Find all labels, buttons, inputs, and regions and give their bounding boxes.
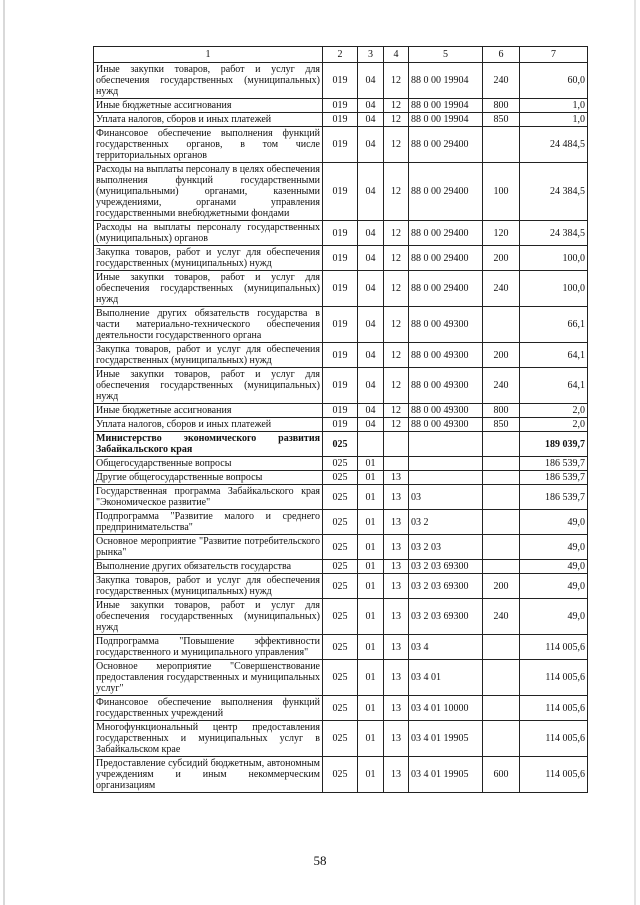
row-subsection-cell: 13 <box>384 635 409 660</box>
row-section-cell: 01 <box>358 457 384 471</box>
row-subsection-cell: 12 <box>384 343 409 368</box>
row-amount-cell: 64,1 <box>520 368 588 404</box>
row-expense-type-cell <box>483 510 520 535</box>
row-expense-type-cell <box>483 721 520 757</box>
table-row <box>94 163 588 221</box>
row-section-cell: 04 <box>358 113 384 127</box>
row-section-cell: 01 <box>358 635 384 660</box>
row-amount-cell: 24 384,5 <box>520 221 588 246</box>
row-expense-type-cell: 240 <box>483 63 520 99</box>
table-row <box>94 99 588 113</box>
table-row <box>94 113 588 127</box>
row-subsection-cell: 13 <box>384 599 409 635</box>
table-row <box>94 307 588 343</box>
row-subsection-cell <box>384 432 409 457</box>
row-grbs-cell: 019 <box>323 221 358 246</box>
table-row <box>94 404 588 418</box>
row-subsection-cell: 12 <box>384 418 409 432</box>
row-name-cell: Основное мероприятие "Совершенствование предоставления государственных и муниципальных услуг" <box>94 660 323 696</box>
row-subsection-cell: 13 <box>384 535 409 560</box>
row-target-article-cell: 88 0 00 49300 <box>409 418 483 432</box>
table-row <box>94 432 588 457</box>
row-amount-cell: 60,0 <box>520 63 588 99</box>
row-subsection-cell: 13 <box>384 485 409 510</box>
row-amount-cell: 49,0 <box>520 560 588 574</box>
budget-table <box>93 46 588 793</box>
table-row <box>94 485 588 510</box>
row-grbs-cell: 025 <box>323 485 358 510</box>
row-section-cell: 01 <box>358 471 384 485</box>
row-grbs-cell: 025 <box>323 510 358 535</box>
row-section-cell: 04 <box>358 99 384 113</box>
row-section-cell: 01 <box>358 757 384 793</box>
row-target-article-cell: 03 2 03 69300 <box>409 574 483 599</box>
row-name-cell: Уплата налогов, сборов и иных платежей <box>94 113 323 127</box>
row-subsection-cell: 13 <box>384 471 409 485</box>
row-name-cell: Выполнение других обязательств государства в части материально-технического обеспечения деятельности государственного органа <box>94 307 323 343</box>
row-section-cell: 04 <box>358 271 384 307</box>
row-name-cell: Финансовое обеспечение выполнения функций государственных учреждений <box>94 696 323 721</box>
row-amount-cell: 114 005,6 <box>520 757 588 793</box>
column-header: 5 <box>409 47 483 63</box>
row-grbs-cell: 025 <box>323 599 358 635</box>
row-expense-type-cell: 240 <box>483 271 520 307</box>
row-name-cell: Иные закупки товаров, работ и услуг для обеспечения государственных (муниципальных) нужд <box>94 271 323 307</box>
row-subsection-cell: 12 <box>384 163 409 221</box>
row-target-article-cell: 03 4 01 10000 <box>409 696 483 721</box>
row-grbs-cell: 019 <box>323 368 358 404</box>
row-expense-type-cell: 200 <box>483 246 520 271</box>
row-grbs-cell: 025 <box>323 721 358 757</box>
row-expense-type-cell <box>483 127 520 163</box>
row-grbs-cell: 019 <box>323 113 358 127</box>
row-grbs-cell: 019 <box>323 246 358 271</box>
row-grbs-cell: 025 <box>323 757 358 793</box>
table-row <box>94 510 588 535</box>
row-target-article-cell <box>409 457 483 471</box>
column-header: 1 <box>94 47 323 63</box>
row-target-article-cell: 88 0 00 29400 <box>409 271 483 307</box>
column-header: 7 <box>520 47 588 63</box>
row-target-article-cell: 03 4 01 19905 <box>409 757 483 793</box>
row-amount-cell: 1,0 <box>520 99 588 113</box>
row-name-cell: Выполнение других обязательств государства <box>94 560 323 574</box>
row-expense-type-cell: 200 <box>483 343 520 368</box>
row-expense-type-cell <box>483 485 520 510</box>
table-row <box>94 574 588 599</box>
row-name-cell: Государственная программа Забайкальского края "Экономическое развитие" <box>94 485 323 510</box>
row-target-article-cell: 88 0 00 49300 <box>409 307 483 343</box>
row-section-cell: 04 <box>358 307 384 343</box>
row-section-cell: 04 <box>358 221 384 246</box>
row-name-cell: Закупка товаров, работ и услуг для обеспечения государственных (муниципальных) нужд <box>94 574 323 599</box>
row-expense-type-cell: 240 <box>483 599 520 635</box>
row-target-article-cell: 03 2 03 69300 <box>409 560 483 574</box>
row-name-cell: Подпрограмма "Повышение эффективности государственного и муниципального управления" <box>94 635 323 660</box>
table-row <box>94 535 588 560</box>
table-row <box>94 457 588 471</box>
row-name-cell: Расходы на выплаты персоналу в целях обеспечения выполнения функций государственными (муниципальными) органами, казенными учреждениями, органами управления государственными внебюджетными фондами <box>94 163 323 221</box>
row-name-cell: Закупка товаров, работ и услуг для обеспечения государственных (муниципальных) нужд <box>94 343 323 368</box>
row-subsection-cell: 12 <box>384 404 409 418</box>
row-amount-cell: 2,0 <box>520 418 588 432</box>
row-target-article-cell: 88 0 00 49300 <box>409 368 483 404</box>
row-expense-type-cell <box>483 432 520 457</box>
row-name-cell: Финансовое обеспечение выполнения функций государственных органов, в том числе территориальных органов <box>94 127 323 163</box>
row-section-cell: 04 <box>358 63 384 99</box>
row-grbs-cell: 025 <box>323 635 358 660</box>
page-edge-left <box>3 0 5 905</box>
row-target-article-cell: 88 0 00 19904 <box>409 99 483 113</box>
row-amount-cell: 114 005,6 <box>520 721 588 757</box>
row-amount-cell: 186 539,7 <box>520 471 588 485</box>
row-expense-type-cell: 850 <box>483 418 520 432</box>
row-name-cell: Иные закупки товаров, работ и услуг для обеспечения государственных (муниципальных) нужд <box>94 368 323 404</box>
table-row <box>94 246 588 271</box>
row-section-cell: 04 <box>358 163 384 221</box>
row-name-cell: Иные закупки товаров, работ и услуг для обеспечения государственных (муниципальных) нужд <box>94 63 323 99</box>
row-grbs-cell: 019 <box>323 271 358 307</box>
column-header: 6 <box>483 47 520 63</box>
row-grbs-cell: 019 <box>323 343 358 368</box>
row-grbs-cell: 025 <box>323 535 358 560</box>
row-grbs-cell: 019 <box>323 99 358 113</box>
row-expense-type-cell: 600 <box>483 757 520 793</box>
row-grbs-cell: 019 <box>323 163 358 221</box>
row-name-cell: Предоставление субсидий бюджетным, автономным учреждениям и иным некоммерческим организациям <box>94 757 323 793</box>
row-amount-cell: 100,0 <box>520 246 588 271</box>
column-header: 3 <box>358 47 384 63</box>
row-target-article-cell: 03 4 <box>409 635 483 660</box>
row-subsection-cell: 12 <box>384 307 409 343</box>
table-row <box>94 696 588 721</box>
table-row <box>94 63 588 99</box>
row-amount-cell: 24 384,5 <box>520 163 588 221</box>
row-target-article-cell <box>409 471 483 485</box>
column-header: 2 <box>323 47 358 63</box>
row-subsection-cell: 12 <box>384 246 409 271</box>
row-section-cell: 04 <box>358 404 384 418</box>
row-amount-cell: 186 539,7 <box>520 457 588 471</box>
row-grbs-cell: 025 <box>323 432 358 457</box>
row-subsection-cell: 12 <box>384 113 409 127</box>
row-subsection-cell: 12 <box>384 221 409 246</box>
row-amount-cell: 66,1 <box>520 307 588 343</box>
row-section-cell: 01 <box>358 599 384 635</box>
row-name-cell: Другие общегосударственные вопросы <box>94 471 323 485</box>
row-name-cell: Многофункциональный центр предоставления государственных и муниципальных услуг в Забайкальском крае <box>94 721 323 757</box>
row-grbs-cell: 025 <box>323 696 358 721</box>
row-grbs-cell: 019 <box>323 404 358 418</box>
row-expense-type-cell: 240 <box>483 368 520 404</box>
row-expense-type-cell <box>483 457 520 471</box>
row-expense-type-cell <box>483 535 520 560</box>
row-target-article-cell: 88 0 00 19904 <box>409 113 483 127</box>
row-target-article-cell: 03 <box>409 485 483 510</box>
row-amount-cell: 49,0 <box>520 599 588 635</box>
row-target-article-cell: 03 2 <box>409 510 483 535</box>
row-section-cell: 04 <box>358 127 384 163</box>
table-row <box>94 127 588 163</box>
row-section-cell: 04 <box>358 246 384 271</box>
row-name-cell: Закупка товаров, работ и услуг для обеспечения государственных (муниципальных) нужд <box>94 246 323 271</box>
row-section-cell: 01 <box>358 535 384 560</box>
row-amount-cell: 114 005,6 <box>520 696 588 721</box>
row-section-cell: 01 <box>358 696 384 721</box>
row-subsection-cell: 12 <box>384 368 409 404</box>
row-section-cell: 01 <box>358 660 384 696</box>
row-target-article-cell: 03 2 03 <box>409 535 483 560</box>
row-section-cell: 04 <box>358 418 384 432</box>
table-row <box>94 660 588 696</box>
row-expense-type-cell <box>483 471 520 485</box>
row-target-article-cell: 03 4 01 19905 <box>409 721 483 757</box>
row-subsection-cell: 12 <box>384 271 409 307</box>
row-grbs-cell: 019 <box>323 63 358 99</box>
row-target-article-cell: 88 0 00 19904 <box>409 63 483 99</box>
row-expense-type-cell <box>483 307 520 343</box>
row-expense-type-cell: 100 <box>483 163 520 221</box>
row-grbs-cell: 025 <box>323 457 358 471</box>
table-row <box>94 368 588 404</box>
row-section-cell: 04 <box>358 343 384 368</box>
row-section-cell: 01 <box>358 721 384 757</box>
row-subsection-cell: 13 <box>384 574 409 599</box>
row-expense-type-cell <box>483 635 520 660</box>
row-section-cell: 04 <box>358 368 384 404</box>
row-grbs-cell: 019 <box>323 307 358 343</box>
row-amount-cell: 186 539,7 <box>520 485 588 510</box>
row-amount-cell: 1,0 <box>520 113 588 127</box>
row-target-article-cell: 88 0 00 29400 <box>409 163 483 221</box>
row-name-cell: Общегосударственные вопросы <box>94 457 323 471</box>
row-amount-cell: 49,0 <box>520 574 588 599</box>
table-row <box>94 635 588 660</box>
row-subsection-cell: 13 <box>384 510 409 535</box>
row-name-cell: Министерство экономического развития Забайкальского края <box>94 432 323 457</box>
table-row <box>94 271 588 307</box>
row-subsection-cell: 13 <box>384 660 409 696</box>
row-expense-type-cell: 850 <box>483 113 520 127</box>
row-expense-type-cell: 120 <box>483 221 520 246</box>
row-subsection-cell <box>384 457 409 471</box>
row-grbs-cell: 025 <box>323 574 358 599</box>
row-target-article-cell: 03 2 03 69300 <box>409 599 483 635</box>
row-subsection-cell: 12 <box>384 99 409 113</box>
table-header-row <box>94 47 588 63</box>
row-target-article-cell <box>409 432 483 457</box>
row-amount-cell: 49,0 <box>520 510 588 535</box>
table-row <box>94 599 588 635</box>
row-expense-type-cell <box>483 560 520 574</box>
row-amount-cell: 24 484,5 <box>520 127 588 163</box>
row-subsection-cell: 12 <box>384 127 409 163</box>
row-expense-type-cell: 200 <box>483 574 520 599</box>
row-subsection-cell: 13 <box>384 757 409 793</box>
column-header: 4 <box>384 47 409 63</box>
row-grbs-cell: 025 <box>323 560 358 574</box>
table-row <box>94 471 588 485</box>
row-subsection-cell: 12 <box>384 63 409 99</box>
row-name-cell: Иные бюджетные ассигнования <box>94 99 323 113</box>
row-target-article-cell: 88 0 00 49300 <box>409 404 483 418</box>
row-name-cell: Уплата налогов, сборов и иных платежей <box>94 418 323 432</box>
row-target-article-cell: 88 0 00 29400 <box>409 221 483 246</box>
row-amount-cell: 64,1 <box>520 343 588 368</box>
row-subsection-cell: 13 <box>384 721 409 757</box>
table-body <box>94 63 588 793</box>
table-row <box>94 757 588 793</box>
table-row <box>94 721 588 757</box>
table-row <box>94 221 588 246</box>
row-section-cell: 01 <box>358 574 384 599</box>
row-name-cell: Подпрограмма "Развитие малого и среднего предпринимательства" <box>94 510 323 535</box>
row-grbs-cell: 025 <box>323 471 358 485</box>
row-amount-cell: 2,0 <box>520 404 588 418</box>
row-section-cell: 01 <box>358 510 384 535</box>
row-target-article-cell: 88 0 00 29400 <box>409 127 483 163</box>
row-target-article-cell: 88 0 00 29400 <box>409 246 483 271</box>
row-expense-type-cell <box>483 696 520 721</box>
row-grbs-cell: 025 <box>323 660 358 696</box>
page-number: 58 <box>313 853 327 868</box>
row-expense-type-cell: 800 <box>483 404 520 418</box>
row-section-cell: 01 <box>358 485 384 510</box>
row-expense-type-cell: 800 <box>483 99 520 113</box>
row-section-cell: 01 <box>358 560 384 574</box>
table-row <box>94 418 588 432</box>
row-amount-cell: 114 005,6 <box>520 660 588 696</box>
row-amount-cell: 114 005,6 <box>520 635 588 660</box>
row-subsection-cell: 13 <box>384 696 409 721</box>
row-amount-cell: 49,0 <box>520 535 588 560</box>
row-amount-cell: 100,0 <box>520 271 588 307</box>
row-subsection-cell: 13 <box>384 560 409 574</box>
table-row <box>94 560 588 574</box>
row-name-cell: Иные закупки товаров, работ и услуг для обеспечения государственных (муниципальных) нужд <box>94 599 323 635</box>
row-section-cell <box>358 432 384 457</box>
row-target-article-cell: 03 4 01 <box>409 660 483 696</box>
table-row <box>94 343 588 368</box>
row-name-cell: Основное мероприятие "Развитие потребительского рынка" <box>94 535 323 560</box>
row-name-cell: Иные бюджетные ассигнования <box>94 404 323 418</box>
row-target-article-cell: 88 0 00 49300 <box>409 343 483 368</box>
page-edge-right <box>634 0 636 905</box>
row-amount-cell: 189 039,7 <box>520 432 588 457</box>
row-grbs-cell: 019 <box>323 418 358 432</box>
row-name-cell: Расходы на выплаты персоналу государственных (муниципальных) органов <box>94 221 323 246</box>
row-grbs-cell: 019 <box>323 127 358 163</box>
row-expense-type-cell <box>483 660 520 696</box>
